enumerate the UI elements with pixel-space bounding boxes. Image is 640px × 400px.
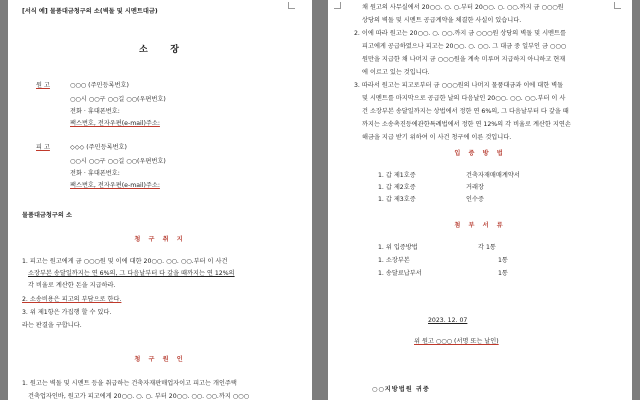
plaintiff-fax-text: 팩스번호, 전자우편(e-mail)주소: (70, 120, 160, 127)
plaintiff-role-label: 원 고 (36, 82, 50, 89)
cause-cont-line-9: 건 소장부본 송달일까지는 상법에서 정한 연 6%의, 그 다음날부터 다 갚을 때 (362, 108, 569, 115)
cause-cont-line-2: 상당의 벽돌 및 시멘트 공급계약을 체결한 사실이 있습니다. (362, 17, 522, 24)
attachment-value-3: 1통 (498, 270, 508, 277)
attachment-label-1: 1. 위 입증방법 (378, 244, 418, 251)
document-title: 소 장 (139, 45, 181, 55)
document-page-right (328, 0, 632, 400)
attachments-heading: 첨 부 서 류 (454, 222, 506, 229)
cause-cont-line-11: 해금을 지급 받기 위하여 이 사건 청구에 이른 것입니다. (362, 134, 512, 141)
signature-text: 위 원고 ○○○ (서명 또는 날인) (414, 338, 499, 345)
page-corner-mark-right (614, 2, 621, 9)
cause-cont-line-6: 에 이르고 있는 것입니다. (362, 69, 430, 76)
cause-cont-line-5: 원만을 지급한 채 나머지 금 ○○○원을 계속 미루며 지급하지 아니하고 현재 (362, 56, 566, 63)
cause-cont-line-3: 2. 이에 따라 원고는 20○○. ○. ○○.까지 금 ○○○원 상당의 벽돌 및 시멘트를 (354, 30, 566, 37)
evidence-value-3: 인수증 (466, 196, 484, 203)
attachment-value-1: 각 1통 (478, 244, 496, 251)
plaintiff-phone: 전화 · 휴대폰번호: (70, 108, 120, 115)
plaintiff-role (36, 82, 50, 90)
evidence-value-2: 거래장 (466, 184, 484, 191)
page-corner-mark (288, 2, 295, 9)
evidence-label-3: 1. 갑 제3호증 (378, 196, 416, 203)
claim-line-5: 3. 위 제1항은 가집행 할 수 있다. (22, 309, 112, 316)
signature-line (414, 338, 499, 346)
page-corner-mark-left (334, 2, 341, 9)
evidence-label-1: 1. 갑 제1호증 (378, 172, 416, 179)
evidence-value-1: 건축자재매매계약서 (466, 172, 520, 179)
plaintiff-fax (70, 120, 160, 128)
evidence-heading: 입 증 방 법 (454, 150, 506, 157)
claim-line-6: 라는 판결을 구합니다. (22, 322, 82, 329)
defendant-role (36, 144, 50, 152)
claim-line-3: 각 비율로 계산한 돈을 지급하라. (28, 282, 116, 289)
claim-line-4-text: 2. 소송비용은 피고의 부담으로 한다. (22, 296, 122, 303)
plaintiff-name: ○○○ (주민등록번호) (70, 82, 129, 89)
claim-line-4 (22, 296, 121, 304)
claim-line-2-text: 소장부본 송달일까지는 연 6%의, 그 다음날부터 다 갚을 때까지는 연 12%의 (28, 270, 235, 277)
filing-date (428, 317, 467, 325)
plaintiff-address: ○○시 ○○구 ○○길 ○○(우편번호) (70, 96, 166, 103)
attachment-label-2: 1. 소장부본 (378, 257, 410, 264)
form-header: [서식 예] 물품대금청구의 소(벽돌 및 시멘트대금) (22, 8, 158, 15)
defendant-phone: 전화 · 휴대폰번호: (70, 170, 120, 177)
cause-cont-line-8: 및 시멘트를 마지막으로 공급한 날의 다음날인 20○○. ○○. ○○.부터 이 사 (362, 95, 566, 102)
document-page-left (8, 0, 312, 400)
claim-line-1: 1. 피고는 원고에게 금 ○○○원 및 이에 대한 20○○. ○○. ○○.부터 이 사건 (22, 258, 228, 265)
defendant-address: ○○시 ○○구 ○○길 ○○(우편번호) (70, 158, 166, 165)
evidence-label-2: 1. 갑 제2호증 (378, 184, 416, 191)
defendant-fax (70, 182, 160, 190)
attachment-label-3: 1. 송달료납부서 (378, 270, 422, 277)
cause-heading: 청 구 원 인 (134, 356, 186, 363)
defendant-fax-text: 팩스번호, 전자우편(e-mail)주소: (70, 182, 160, 189)
claim-line-2 (28, 270, 235, 278)
attachment-value-2: 1통 (498, 257, 508, 264)
defendant-role-label: 피 고 (36, 144, 50, 151)
case-name: 물품대금청구의 소 (22, 212, 72, 219)
court-name: ○○지방법원 귀중 (372, 386, 430, 393)
claim-heading: 청 구 취 지 (134, 236, 186, 243)
defendant-name: ◇◇◇ (주민등록번호) (70, 144, 127, 151)
filing-date-text: 2023. 12. 07 (428, 317, 468, 324)
cause-cont-line-4: 피고에게 공급하였으나 피고는 20○○. ○. ○○. 그 대금 중 일부인 금 ○○○ (362, 43, 567, 50)
cause-line-1: 1. 원고는 벽돌 및 시멘트 등을 취급하는 건축자재판매업자이고 피고는 개인주택 (22, 380, 237, 387)
cause-cont-line-1: 채 원고의 사무실에서 20○○. ○. ○.부터 20○○. ○. ○○.까지 금 ○○○원 (362, 4, 564, 11)
cause-cont-line-10: 까지는 소송촉진등에관한특례법에서 정한 연 12%의 각 비율로 계산한 지연손 (362, 121, 571, 128)
cause-line-2: 건축업자인바, 원고가 피고에게 20○○. ○. ○. 부터 20○○. ○○. ○○.까지 ○○○ (28, 393, 249, 400)
cause-cont-line-7: 3. 따라서 원고는 피고로부터 금 ○○○원의 나머지 물품대금과 이에 대한 벽돌 (354, 82, 564, 89)
